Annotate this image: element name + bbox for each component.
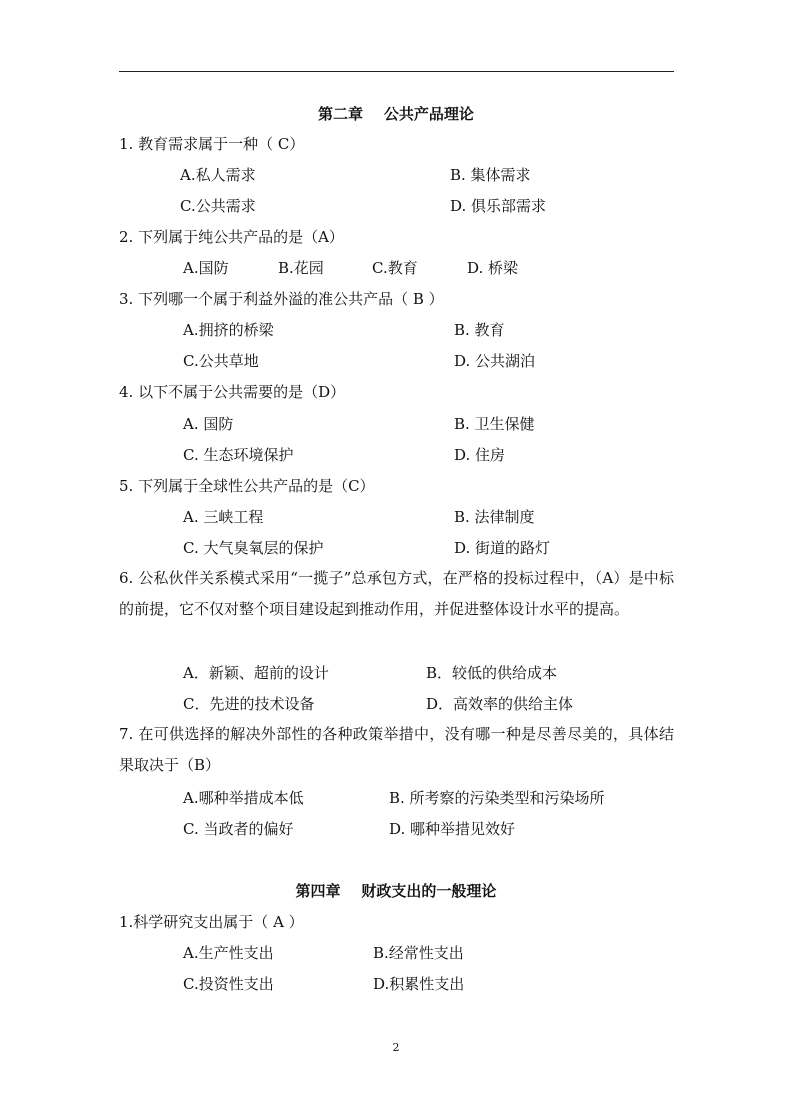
question-6-stem: 6. 公私伙伴关系模式采用“一揽子”总承包方式，在严格的投标过程中，（A）是中标的前提，它不仅对整个项目建设起到推动作用，并促进整体设计水平的提高。 <box>119 569 674 618</box>
question-4-option-d: D. 住房 <box>454 446 506 464</box>
question-3-option-a: A.拥挤的桥梁 <box>183 321 274 339</box>
question-2-option-d: D. 桥梁 <box>467 259 519 277</box>
question-3-option-c: C.公共草地 <box>183 352 259 370</box>
question-1-option-d: D. 俱乐部需求 <box>450 197 547 215</box>
question-2-option-a: A.国防 <box>183 259 229 277</box>
chapter-2-title: 第二章 公共产品理论 <box>318 105 474 123</box>
question-5-option-c: C. 大气臭氧层的保护 <box>183 539 324 557</box>
question-6-option-b: B．较低的供给成本 <box>426 664 558 682</box>
question-7-option-a: A.哪种举措成本低 <box>183 789 304 807</box>
header-rule <box>119 71 674 72</box>
chapter-4-question-1-stem: 1.科学研究支出属于（ A ） <box>119 913 304 931</box>
question-2-option-c: C.教育 <box>372 259 418 277</box>
question-6-option-a: A．新颖、超前的设计 <box>183 664 329 682</box>
question-4-option-b: B. 卫生保健 <box>454 415 535 433</box>
question-4-option-c: C. 生态环境保护 <box>183 446 294 464</box>
question-4-option-a: A. 国防 <box>183 415 234 433</box>
chapter-4-title: 第四章 财政支出的一般理论 <box>295 882 497 900</box>
question-2-stem: 2. 下列属于纯公共产品的是（A） <box>119 228 344 246</box>
question-6-option-c: C．先进的技术设备 <box>183 695 315 713</box>
question-5-stem: 5. 下列属于全球性公共产品的是（C） <box>119 477 375 495</box>
question-7-option-b: B. 所考察的污染类型和污染场所 <box>389 789 605 807</box>
chapter-4-question-1-option-c: C.投资性支出 <box>183 975 274 993</box>
chapter-4-question-1-option-a: A.生产性支出 <box>183 944 274 962</box>
chapter-4-question-1-option-d: D.积累性支出 <box>373 975 465 993</box>
question-6-option-d: D．高效率的供给主体 <box>426 695 574 713</box>
question-1-option-b: B. 集体需求 <box>450 166 531 184</box>
page-number: 2 <box>392 1041 400 1054</box>
question-7-stem: 7. 在可供选择的解决外部性的各种政策举措中，没有哪一种是尽善尽美的，具体结果取决于（B） <box>119 725 674 774</box>
question-3-option-b: B. 教育 <box>454 321 505 339</box>
question-5-option-a: A. 三峡工程 <box>183 508 264 526</box>
question-7-option-c: C. 当政者的偏好 <box>183 820 294 838</box>
question-5-option-b: B. 法律制度 <box>454 508 535 526</box>
question-1-option-c: C.公共需求 <box>180 197 256 215</box>
question-5-option-d: D. 街道的路灯 <box>454 539 551 557</box>
question-2-option-b: B.花园 <box>278 259 324 277</box>
question-1-stem: 1. 教育需求属于一种（ C） <box>119 135 305 153</box>
question-7-option-d: D. 哪种举措见效好 <box>389 820 516 838</box>
question-3-option-d: D. 公共湖泊 <box>454 352 536 370</box>
question-3-stem: 3. 下列哪一个属于利益外溢的准公共产品（ B ） <box>119 290 444 308</box>
chapter-4-question-1-option-b: B.经常性支出 <box>373 944 464 962</box>
question-4-stem: 4. 以下不属于公共需要的是（D） <box>119 383 346 401</box>
question-1-option-a: A.私人需求 <box>180 166 256 184</box>
